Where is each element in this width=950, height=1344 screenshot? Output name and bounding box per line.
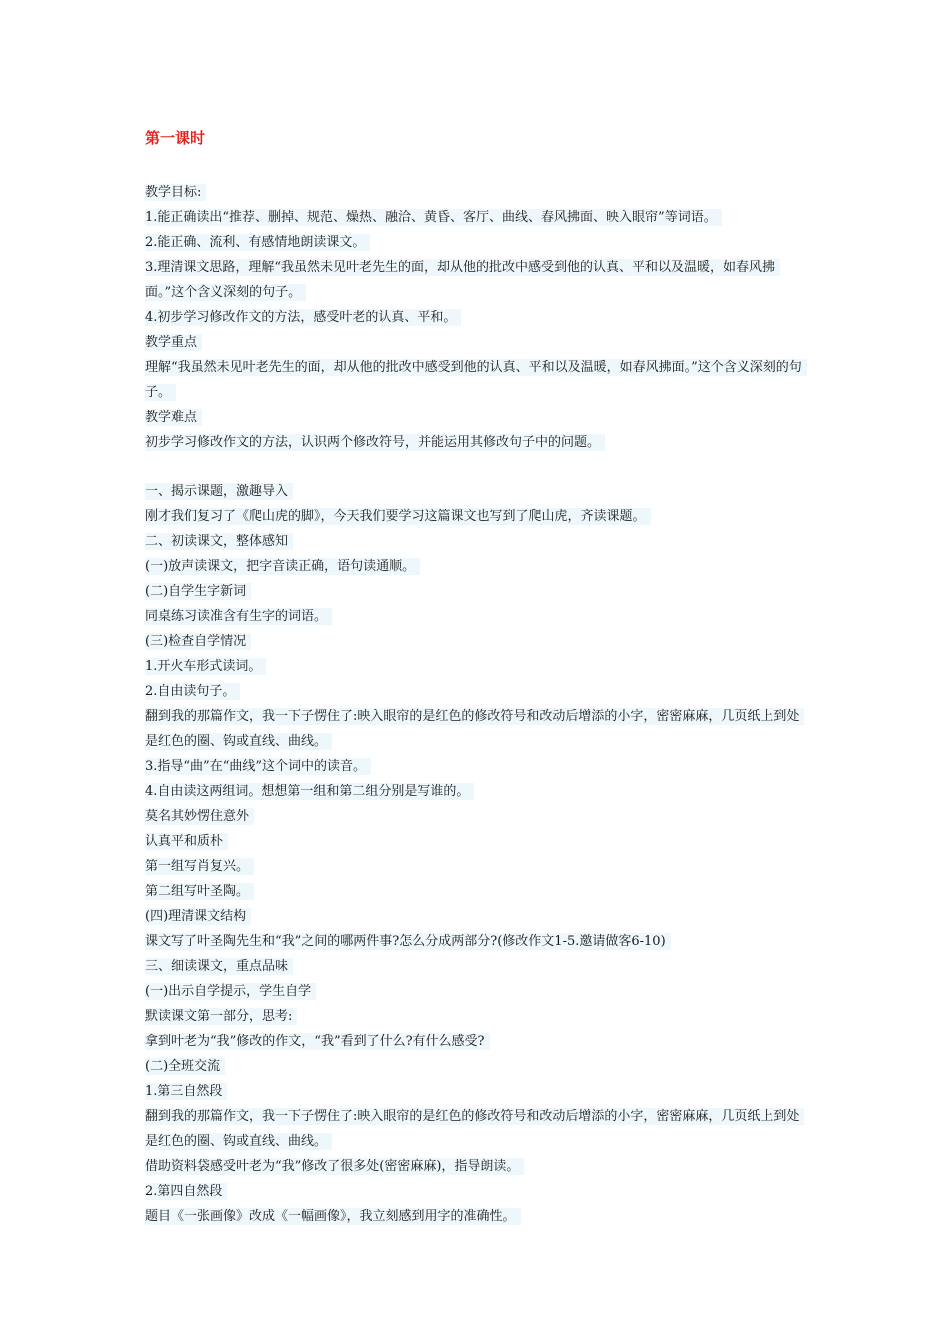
difficulty-text: 初步学习修改作文的方法，认识两个修改符号，并能运用其修改句子中的问题。 [145, 430, 810, 455]
process-line: 1.第三自然段 [145, 1079, 810, 1104]
process-line: 同桌练习读准含有生字的词语。 [145, 604, 810, 629]
difficulty-heading: 教学难点 [145, 405, 810, 430]
process-line: (一)出示自学提示，学生自学 [145, 979, 810, 1004]
process-line: 借助资料袋感受叶老为“我”修改了很多处(密密麻麻)，指导朗读。 [145, 1154, 810, 1179]
process-line: 2.自由读句子。 [145, 679, 810, 704]
document-page [145, 126, 810, 1229]
process-line: 拿到叶老为“我”修改的作文，“我”看到了什么?有什么感受? [145, 1029, 810, 1054]
spacer [145, 455, 810, 479]
process-line: 刚才我们复习了《爬山虎的脚》，今天我们要学习这篇课文也写到了爬山虎，齐读课题。 [145, 504, 810, 529]
process-line: 莫名其妙愣住意外 [145, 804, 810, 829]
process-line: 4.自由读这两组词。想想第一组和第二组分别是写谁的。 [145, 779, 810, 804]
process-line: 二、初读课文，整体感知 [145, 529, 810, 554]
process-line: 第二组写叶圣陶。 [145, 879, 810, 904]
process-line: (一)放声读课文，把字音读正确，语句读通顺。 [145, 554, 810, 579]
process-line: 默读课文第一部分，思考: [145, 1004, 810, 1029]
process-line: 2.第四自然段 [145, 1179, 810, 1204]
objective-item: 4.初步学习修改作文的方法，感受叶老的认真、平和。 [145, 305, 810, 330]
lesson-title: 第一课时 [145, 129, 206, 147]
objective-item: 3.理清课文思路，理解“我虽然未见叶老先生的面，却从他的批改中感受到他的认真、平和以及温暖，如春风拂面。”这个含义深刻的句子。 [145, 255, 810, 305]
spacer [145, 150, 810, 180]
key-point-heading: 教学重点 [145, 330, 810, 355]
process-line: 翻到我的那篇作文，我一下子愣住了:映入眼帘的是红色的修改符号和改动后增添的小字，密密麻麻，几页纸上到处是红色的圈、钩或直线、曲线。 [145, 704, 810, 754]
process-line: 第一组写肖复兴。 [145, 854, 810, 879]
key-point-text: 理解“我虽然未见叶老先生的面，却从他的批改中感受到他的认真、平和以及温暖，如春风拂面。”这个含义深刻的句子。 [145, 355, 810, 405]
process-line: 认真平和质朴 [145, 829, 810, 854]
objective-item: 2.能正确、流利、有感情地朗读课文。 [145, 230, 810, 255]
objectives-section [145, 180, 810, 455]
process-line: 课文写了叶圣陶先生和“我”之间的哪两件事?怎么分成两部分?(修改作文1-5.邀请做客6-10) [145, 929, 810, 954]
process-line: 翻到我的那篇作文，我一下子愣住了:映入眼帘的是红色的修改符号和改动后增添的小字，密密麻麻，几页纸上到处是红色的圈、钩或直线、曲线。 [145, 1104, 810, 1154]
objective-item: 1.能正确读出“推荐、删掉、规范、燥热、融洽、黄昏、客厅、曲线、春风拂面、映入眼帘”等词语。 [145, 205, 810, 230]
process-line: 一、揭示课题，激趣导入 [145, 479, 810, 504]
process-line: 题目《一张画像》改成《一幅画像》，我立刻感到用字的准确性。 [145, 1204, 810, 1229]
process-line: (四)理清课文结构 [145, 904, 810, 929]
process-line: (二)全班交流 [145, 1054, 810, 1079]
teaching-process-section [145, 479, 810, 1229]
process-line: 1.开火车形式读词。 [145, 654, 810, 679]
process-line: 3.指导“曲”在“曲线”这个词中的读音。 [145, 754, 810, 779]
objectives-heading: 教学目标: [145, 180, 810, 205]
process-line: (二)自学生字新词 [145, 579, 810, 604]
process-line: (三)检查自学情况 [145, 629, 810, 654]
process-line: 三、细读课文，重点品味 [145, 954, 810, 979]
